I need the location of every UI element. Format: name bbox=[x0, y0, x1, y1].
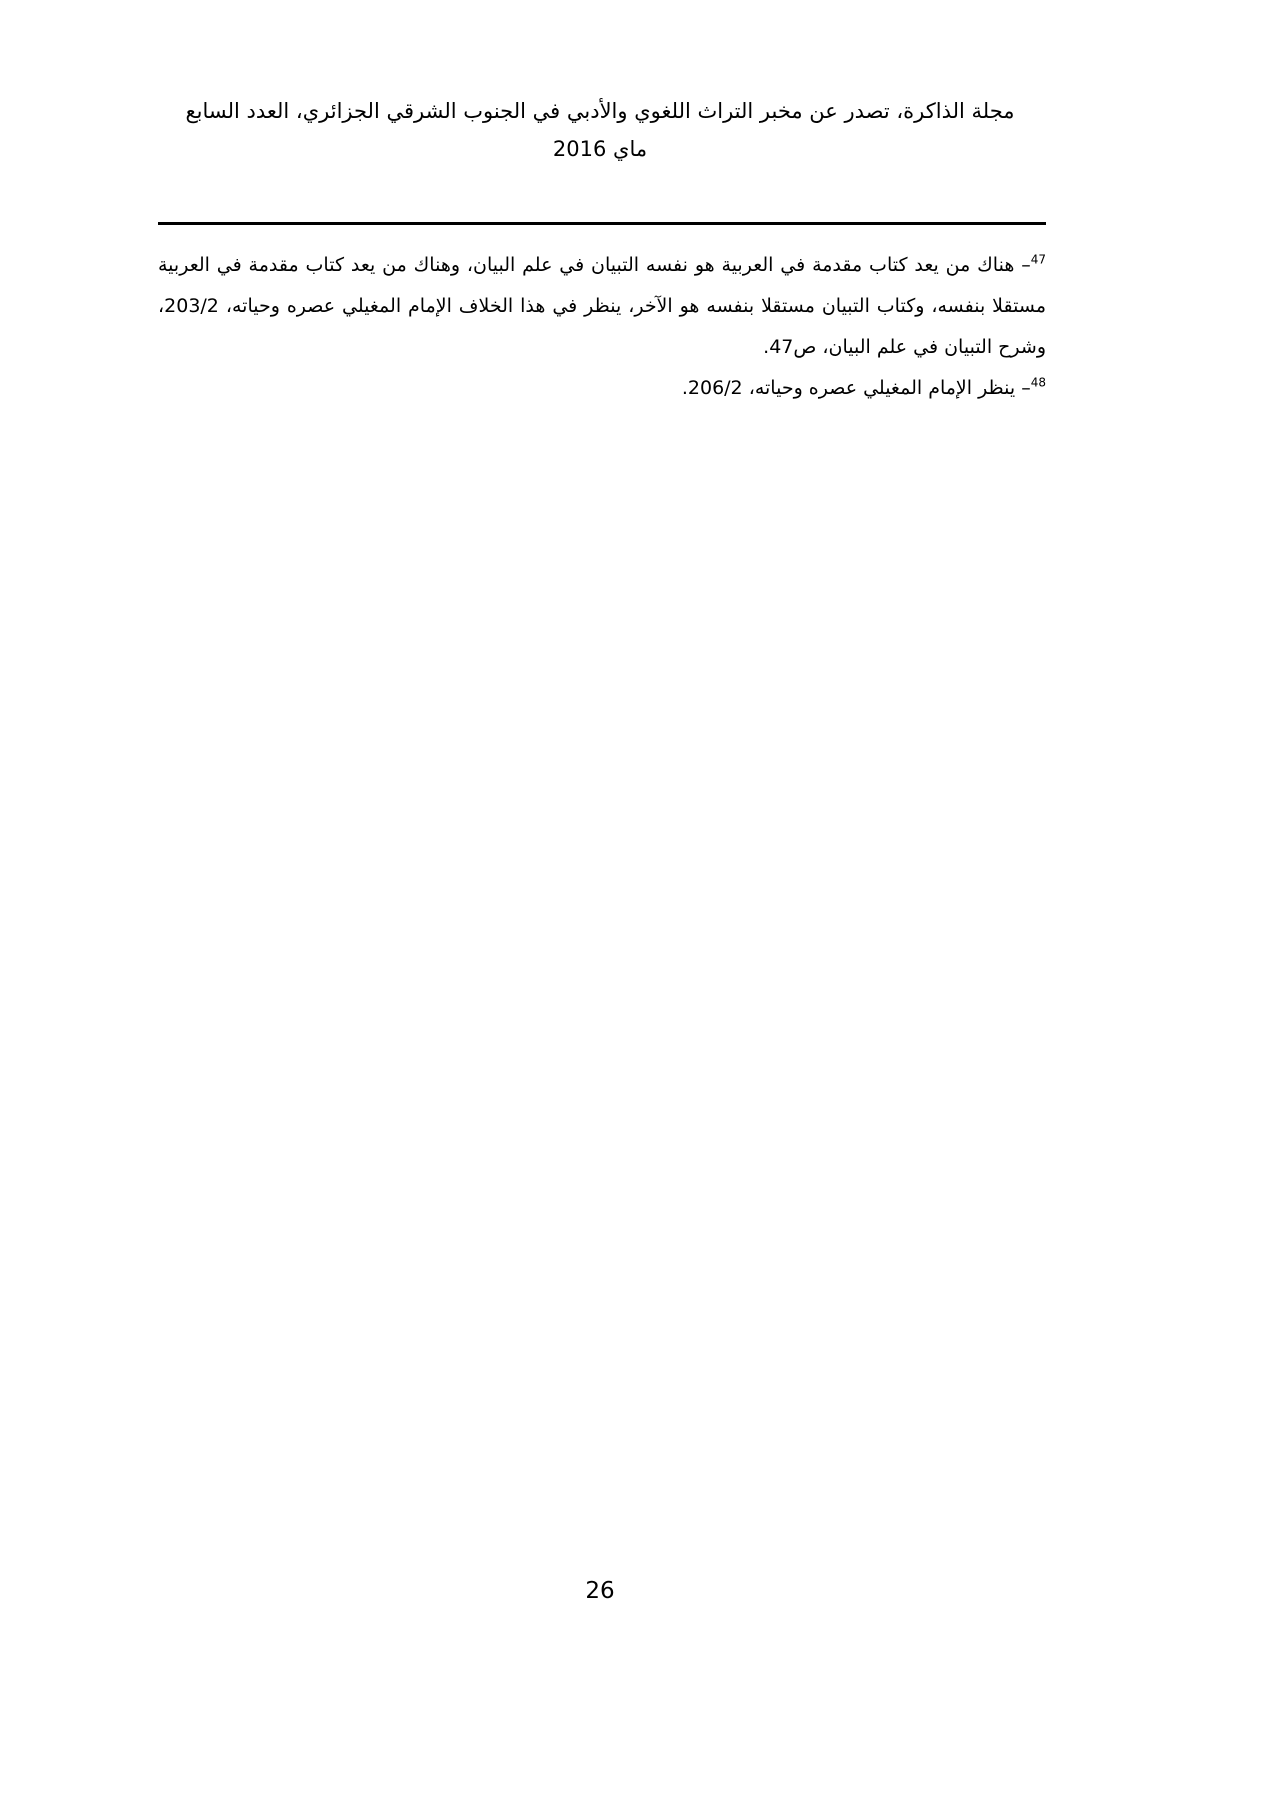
footnote-number: 48 bbox=[1030, 375, 1046, 390]
page-number: 26 bbox=[585, 1578, 615, 1604]
header-journal-title: مجلة الذاكرة، تصدر عن مخبر التراث اللغوي والأدبي في الجنوب الشرقي الجزائري، العدد السابع bbox=[185, 99, 1015, 123]
footnote-separator bbox=[158, 222, 1046, 225]
running-header bbox=[150, 92, 1050, 168]
footnotes bbox=[158, 245, 1046, 409]
footnote-text: ينظر الإمام المغيلي عصره وحياته، 206/2. bbox=[681, 377, 1016, 399]
footnote-dash: – bbox=[1021, 254, 1031, 276]
footnote-text: هناك من يعد كتاب مقدمة في العربية هو نفسه التبيان في علم البيان، وهناك من يعد كتاب مقدمة في العربية مستقلا بنفسه، وكتاب التبيان مستقلا بنفسه هو الآخر، ينظر في هذا الخلاف الإمام المغيلي عصره وحياته، 203/2، وشرح التبيان في علم البيان، ص47. bbox=[158, 254, 1046, 358]
header-issue-date: ماي 2016 bbox=[552, 137, 648, 161]
footnote-48 bbox=[158, 368, 1046, 409]
footnote-dash: – bbox=[1021, 377, 1031, 399]
footnote-number: 47 bbox=[1030, 252, 1046, 267]
footnote-47 bbox=[158, 245, 1046, 368]
